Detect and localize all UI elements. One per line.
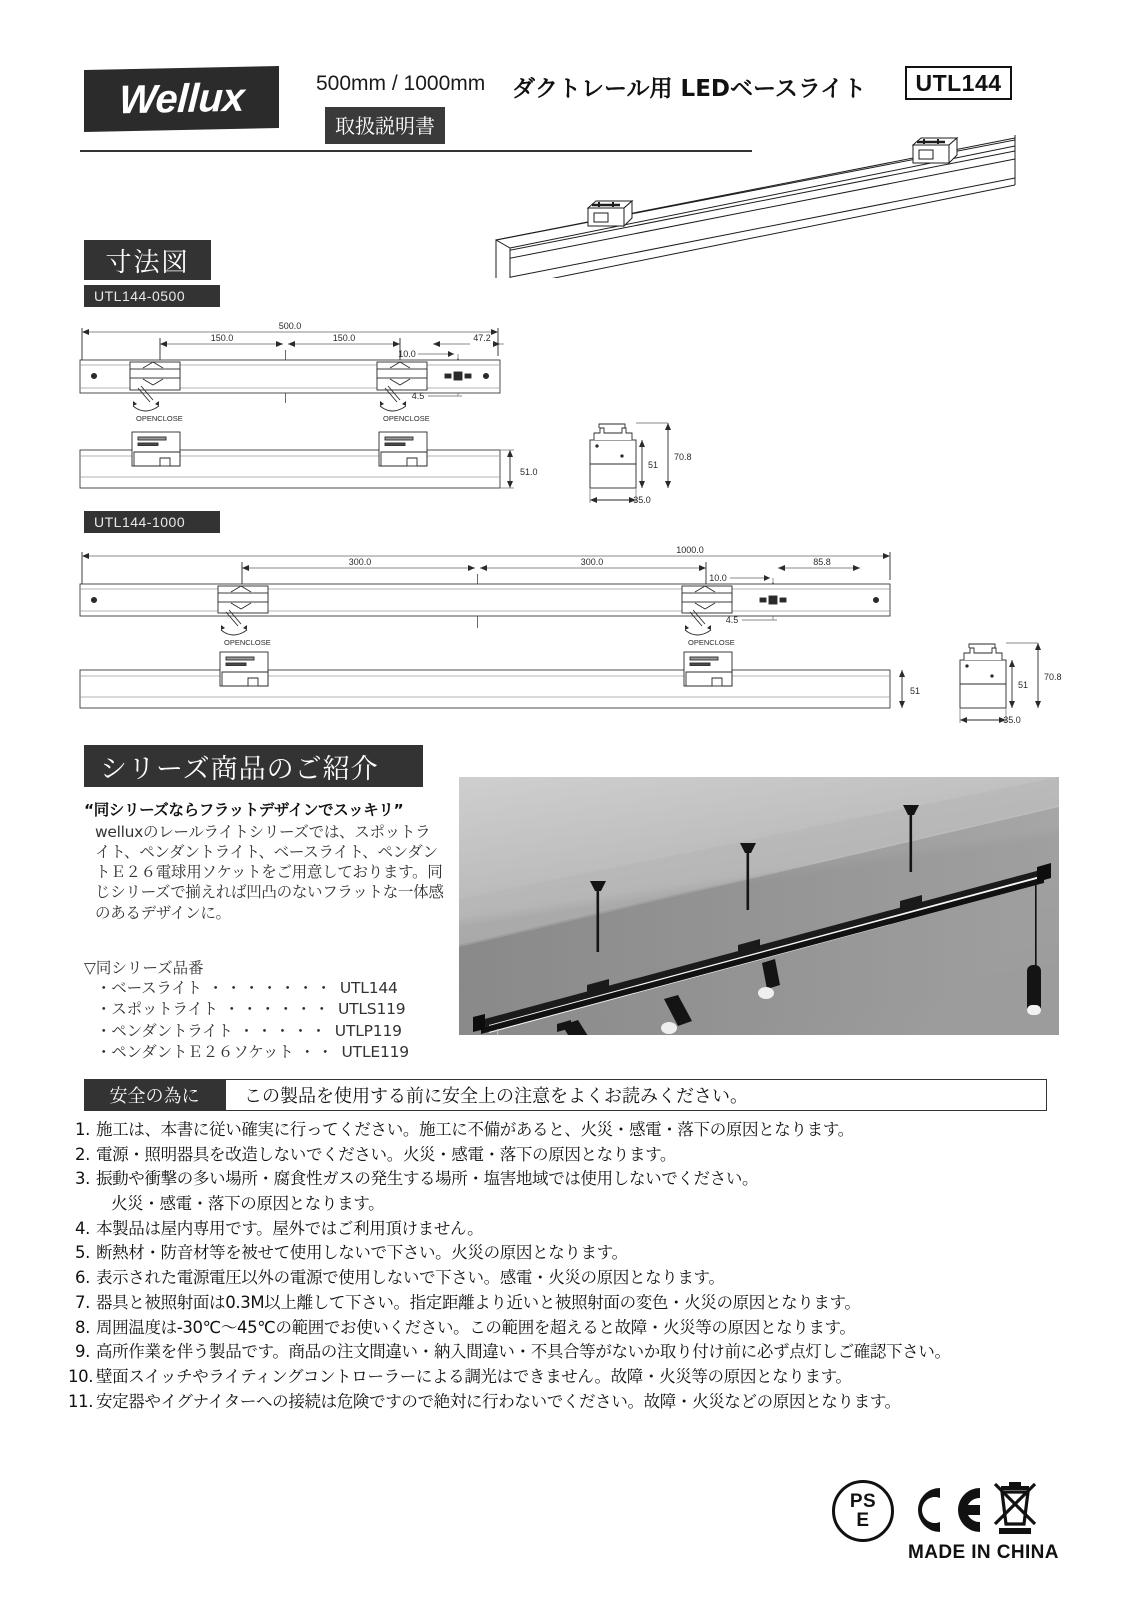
series-item-dots: ・・・・・・	[223, 1000, 332, 1019]
product-photo	[459, 777, 1059, 1035]
series-paragraph: welluxのレールライトシリーズでは、スポットライト、ペンダントライト、ベースライト、ペンダントＥ２６電球用ソケットをご用意しております。同じシリーズで揃えれば凹凸のないフラットな一体感のあるデザインに。	[95, 823, 444, 922]
dim-span-left-500: 150.0	[210, 333, 234, 343]
dim-section-body-500: 51	[648, 460, 659, 470]
series-item-name: ・ペンダントＥ２６ソケット	[96, 1043, 294, 1062]
safety-item-number: 2.	[74, 1144, 90, 1164]
safety-item-number: 1.	[74, 1120, 90, 1139]
product-photo-illustration	[459, 777, 1059, 1035]
page-title: ダクトレール用 LEDベースライト	[512, 76, 867, 102]
drawing-label-0500: UTL144-0500	[84, 285, 220, 307]
series-item-code: UTL144	[339, 979, 398, 997]
safety-headline: この製品を使用する前に安全上の注意をよくお読みください。	[225, 1079, 1047, 1111]
label-open-500-b: OPEN	[383, 414, 405, 423]
safety-notice-list	[68, 1122, 1078, 1418]
safety-item-text: 周囲温度は-30℃〜45℃の範囲でお使いください。この範囲を超えると故障・火災等の原因となります。	[96, 1317, 856, 1337]
dim-span-left-1000: 300.0	[348, 557, 372, 567]
fixture-perspective-illustration	[470, 128, 1030, 278]
series-item-dots: ・・・・・・・	[207, 979, 334, 997]
made-in-label: MADE IN CHINA	[908, 1542, 1059, 1563]
safety-item-number: 9.	[74, 1342, 90, 1362]
safety-item-number: 5.	[74, 1243, 90, 1263]
safety-item-continuation	[68, 1196, 1078, 1213]
safety-item	[68, 1366, 1078, 1386]
dim-section-width-1000: 35.0	[1003, 715, 1021, 725]
series-item-code: UTLE119	[341, 1043, 409, 1062]
list-item	[96, 1021, 446, 1042]
safety-item-text: 火災・感電・落下の原因となります。	[111, 1194, 385, 1214]
section-title-series: シリーズ商品のご紹介	[84, 745, 423, 787]
dim-overall-500: 500.0	[278, 321, 302, 331]
label-close-500-a: CLOSE	[157, 414, 183, 423]
weee-crossed-bin-icon	[987, 1482, 1043, 1540]
pse-mark-icon	[832, 1480, 894, 1542]
safety-item-number: 10.	[68, 1366, 94, 1386]
safety-item-text: 断熱材・防音材等を被せて使用しないで下さい。火災の原因となります。	[96, 1243, 628, 1263]
safety-item-text: 高所作業を伴う製品です。商品の注文間違い・納入間違い・不具合等がないか取り付け前に必ず点灯しご確認下さい。	[96, 1342, 951, 1362]
safety-item-text: 本製品は屋内専用です。屋外ではご利用頂けません。	[96, 1218, 484, 1238]
brand-logo-text: Wellux	[117, 75, 246, 122]
safety-item	[68, 1171, 1078, 1188]
safety-item	[68, 1317, 1078, 1337]
series-item-name: ・スポットライト	[96, 1000, 218, 1019]
series-list-heading: ▽同シリーズ品番	[84, 959, 204, 977]
safety-item	[68, 1292, 1078, 1312]
series-item-code: UTLP119	[334, 1021, 402, 1040]
series-model-list	[96, 978, 446, 1064]
label-close-1000-b: CLOSE	[709, 638, 735, 647]
drawing-label-1000: UTL144-1000	[84, 511, 220, 533]
safety-label-badge: 安全の為に	[84, 1079, 225, 1111]
series-item-dots: ・・	[299, 1043, 336, 1062]
series-item-code: UTLS119	[337, 1000, 406, 1019]
label-open-500-a: OPEN	[136, 414, 158, 423]
section-title-dimensions: 寸法図	[84, 240, 211, 280]
ce-mark-icon	[910, 1484, 988, 1536]
header-sizes: 500mm / 1000mm	[316, 72, 486, 95]
list-item	[96, 1042, 446, 1063]
dim-section-total-500: 70.8	[674, 452, 692, 462]
dim-section-body-1000: 51	[1018, 680, 1029, 690]
safety-item	[68, 1122, 1078, 1139]
dim-slot-500: 4.5	[411, 391, 425, 401]
label-open-1000-b: OPEN	[688, 638, 710, 647]
dim-side-height-1000: 51	[910, 686, 921, 696]
safety-item-text: 振動や衝撃の多い場所・腐食性ガスの発生する場所・塩害地域では使用しないでください。	[96, 1169, 759, 1189]
safety-item-number: 8.	[74, 1317, 90, 1337]
pse-top-text: PS	[849, 1491, 877, 1512]
safety-item-number: 4.	[74, 1218, 90, 1238]
safety-item	[68, 1270, 1078, 1287]
dim-section-total-1000: 70.8	[1044, 672, 1062, 682]
technical-drawing-1000	[70, 536, 1080, 731]
dim-offset-small-500: 10.0	[398, 349, 416, 359]
technical-drawing-500	[70, 310, 700, 510]
certification-marks	[832, 1478, 1059, 1573]
brand-logo	[84, 66, 279, 132]
series-quote: “同シリーズならフラットデザインでスッキリ”	[84, 801, 404, 819]
list-item	[96, 999, 446, 1020]
dim-span-right-1000: 300.0	[580, 557, 604, 567]
safety-item-number: 3.	[74, 1169, 90, 1189]
safety-item	[68, 1344, 1078, 1361]
safety-item-text: 安定器やイグナイターへの接続は危険ですので絶対に行わないでください。故障・火災などの原因となります。	[96, 1391, 901, 1411]
manual-badge: 取扱説明書	[325, 107, 445, 144]
dim-slot-1000: 4.5	[725, 615, 739, 625]
dim-span-right-500: 150.0	[332, 333, 356, 343]
dim-offset-end-500: 47.2	[473, 333, 491, 343]
series-item-name: ・ペンダントライト	[96, 1021, 233, 1040]
safety-item-text: 壁面スイッチやライティングコントローラーによる調光はできません。故障・火災等の原因となります。	[96, 1366, 852, 1386]
dim-section-width-500: 35.0	[633, 495, 651, 505]
dim-side-height-500: 51.0	[520, 467, 538, 477]
page-header	[0, 0, 1131, 190]
safety-item	[68, 1391, 1078, 1411]
safety-item-number: 7.	[74, 1292, 90, 1312]
dim-offset-small-1000: 10.0	[709, 573, 727, 583]
safety-item-text: 表示された電源電圧以外の電源で使用しないで下さい。感電・火災の原因となります。	[96, 1268, 725, 1288]
safety-item-number: 11.	[68, 1391, 94, 1411]
pse-bottom-text: E	[856, 1510, 870, 1531]
safety-item-text: 電源・照明器具を改造しないでください。火災・感電・落下の原因となります。	[96, 1144, 677, 1164]
series-item-name: ・ベースライト	[96, 979, 202, 997]
safety-item-number: 6.	[74, 1268, 90, 1288]
dim-offset-end-1000: 85.8	[813, 557, 831, 567]
safety-item	[68, 1144, 1078, 1164]
dim-overall-1000: 1000.0	[676, 545, 704, 555]
safety-item-text: 施工は、本書に従い確実に行ってください。施工に不備があると、火災・感電・落下の原因となります。	[96, 1120, 854, 1139]
safety-item	[68, 1245, 1078, 1262]
label-close-1000-a: CLOSE	[245, 638, 271, 647]
safety-item-text: 器具と被照射面は0.3M以上離して下さい。指定距離より近いと被照射面の変色・火災の原因となります。	[96, 1292, 861, 1312]
label-close-500-b: CLOSE	[404, 414, 430, 423]
label-open-1000-a: OPEN	[224, 638, 246, 647]
model-number-box: UTL144	[905, 66, 1012, 100]
series-item-dots: ・・・・・	[238, 1021, 329, 1040]
series-description	[84, 798, 444, 923]
list-item	[96, 978, 446, 999]
safety-item	[68, 1218, 1078, 1238]
